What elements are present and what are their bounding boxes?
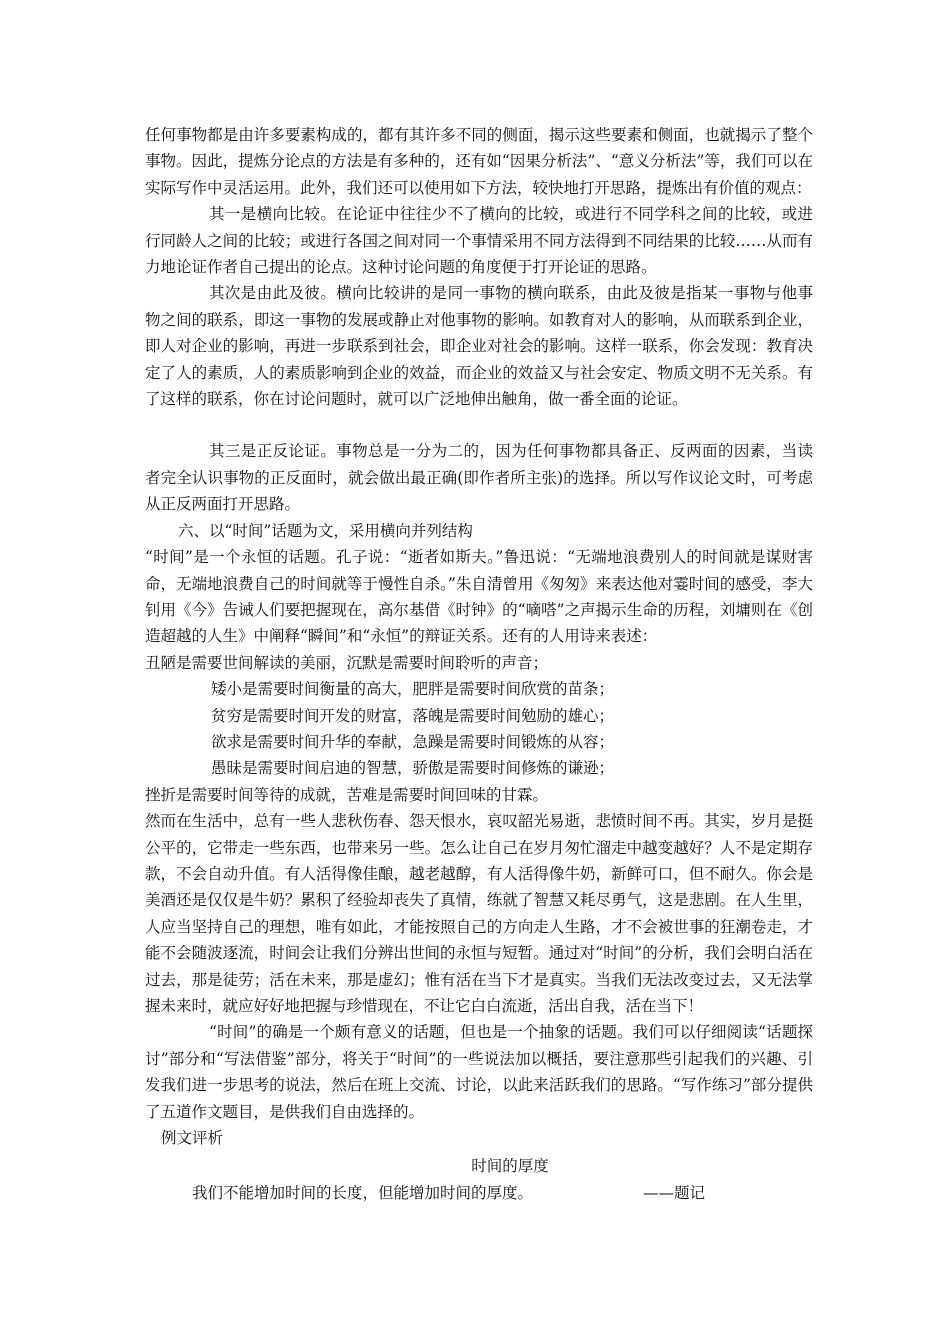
poem-line: 贫穷是需要时间开发的财富，落魄是需要时间勉励的雄心；: [211, 706, 615, 725]
method-horizontal-comparison: 其一是横向比较。在论证中往往少不了横向的比较，或进行不同学科之间的比较，或进行同龄人之间的比较；或进行各国之间对同一个事情采用不同方法得到不同结果的比较……从而有力地论证作者自己提出的论点。这种讨论问题的角度便于打开论证的思路。: [145, 205, 813, 277]
section-six-heading: 六、以“时间”话题为文，采用横向并列结构: [178, 521, 473, 540]
poem-line: 愚昧是需要时间启迪的智慧，骄傲是需要时间修炼的谦逊；: [211, 759, 615, 778]
reflection-paragraph: 然而在生活中，总有一些人悲秋伤春、怨天恨水，哀叹韶光易逝，悲愤时间不再。其实，岁月是挺公平的，它带走一些东西，也带来另一些。怎么让自己在岁月匆忙溜走中越变越好？人不是定期存款，不会自动升值。有人活得像佳酿，越老越醇，有人活得像牛奶，新鲜可口，但不耐久。你会是美酒还是仅仅是牛奶？累积了经验却丧失了真情，练就了智慧又耗尽勇气，这是悲剧。在人生里，人应当坚持自己的理想，唯有如此，才能按照自己的方向走人生路，才不会被世事的狂潮卷走，才能不会随波逐流，时间会让我们分辨出世间的永恒与短暂。通过对“时间”的分析，我们会明白活在过去，那是徒劳；活在未来，那是虚幻；惟有活在当下才是真实。当我们无法改变过去，又无法掌握未来时，就应好好地把握与珍惜现在，不让它白白流逝，活出自我，活在当下！: [145, 812, 813, 1015]
example-review-heading: 例文评析: [161, 1129, 224, 1148]
time-topic-intro: “时间”是一个永恒的话题。孔子说：“逝者如斯夫。”鲁迅说：“无端地浪费别人的时间就是谋财害命，无端地浪费自己的时间就等于慢性自杀。”朱自清曾用《匆匆》来表达他对霎时间的感受，李大钊用《今》告诫人们要把握现在，高尔基借《时钟》的“嘀嗒”之声揭示生命的历程，刘墉则在《创造超越的人生》中阐释“瞬间”和“永恒”的辩证关系。还有的人用诗来表述：: [145, 548, 813, 646]
poem: [145, 650, 813, 808]
epigraph-attribution: ——题记: [642, 1183, 705, 1202]
epigraph: [145, 1180, 813, 1206]
method-from-this-to-that: 其次是由此及彼。横向比较讲的是同一事物的横向联系，由此及彼是指某一事物与他事物之间的联系，即这一事物的发展或静止对他事物的影响。如教育对人的影响，从而联系到企业，即人对企业的影响，再进一步联系到社会，即企业对社会的影响。这样一联系，你会发现：教育决定了人的素质，人的素质影响到企业的效益，而企业的效益又与社会安定、物质文明不无关系。有了这样的联系，你在讨论问题时，就可以广泛地伸出触角，做一番全面的论证。: [145, 284, 813, 409]
document-body: [145, 122, 813, 1206]
paragraph-gap: [145, 412, 813, 438]
poem-line: 欲求是需要时间升华的奉献，急躁是需要时间锻炼的从容；: [211, 732, 615, 751]
method-positive-negative: 其三是正反论证。事物总是一分为二的，因为任何事物都具备正、反两面的因素，当读者完全认识事物的正反面时，就会做出最正确(即作者所主张)的选择。所以写作议论文时，可考虑从正反两面打开思路。: [145, 442, 813, 514]
poem-line: 挫折是需要时间等待的成就，苦难是需要时间回味的甘霖。: [145, 785, 549, 804]
intro-paragraph: 任何事物都是由许多要素构成的，都有其许多不同的侧面，揭示这些要素和侧面，也就揭示了整个事物。因此，提炼分论点的方法是有多种的，还有如“因果分析法”、“意义分析法”等，我们可以在实际写作中灵活运用。此外，我们还可以使用如下方法，较快地打开思路，提炼出有价值的观点：: [145, 126, 813, 197]
poem-line: 丑陋是需要世间解读的美丽，沉默是需要时间聆听的声音；: [145, 653, 549, 672]
essay-title: 时间的厚度: [471, 1157, 549, 1176]
epigraph-text: 我们不能增加时间的长度，但能增加时间的厚度。: [192, 1183, 534, 1202]
poem-line: 矮小是需要时间衡量的高大，肥胖是需要时间欣赏的苗条；: [211, 680, 615, 699]
guidance-paragraph: “时间”的确是一个颇有意义的话题，但也是一个抽象的话题。我们可以仔细阅读“话题探讨”部分和“写法借鉴”部分，将关于“时间”的一些说法加以概括，要注意那些引起我们的兴趣、引发我们进一步思考的说法，然后在班上交流、讨论，以此来活跃我们的思路。“写作练习”部分提供了五道作文题目，是供我们自由选择的。: [145, 1023, 813, 1121]
